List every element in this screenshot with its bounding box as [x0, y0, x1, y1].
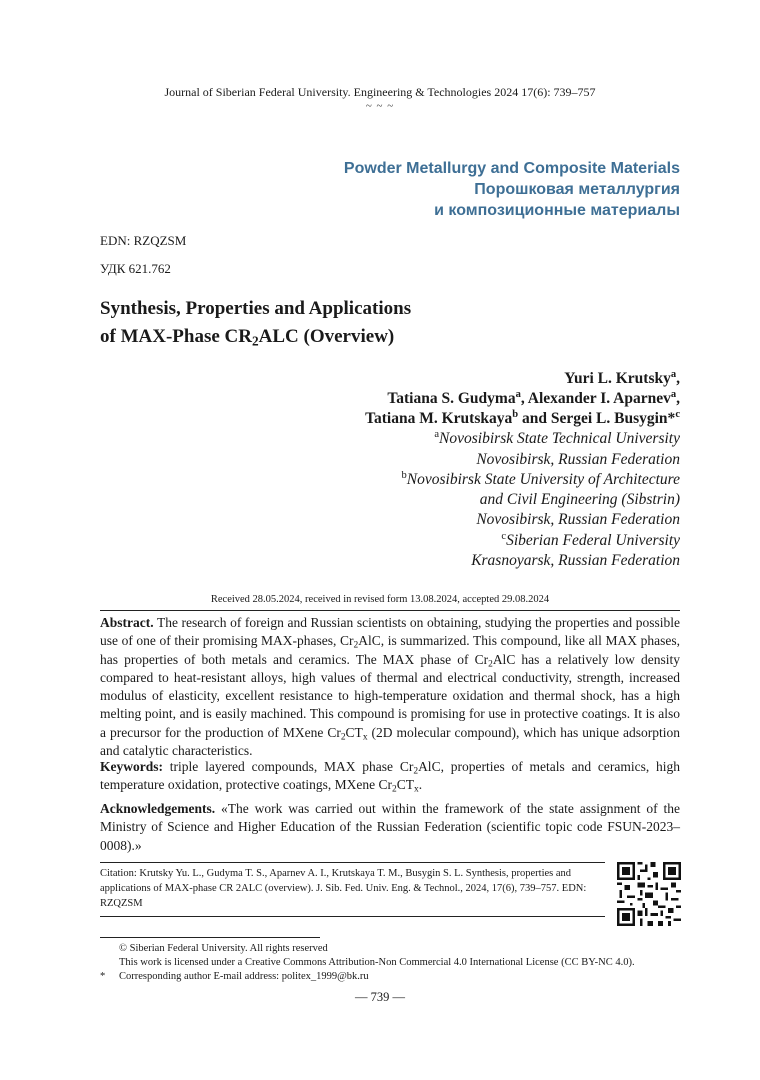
affiliation-text: Siberian Federal University	[506, 532, 680, 549]
title-subscript: 2	[251, 333, 259, 349]
page-number: — 739 —	[355, 990, 405, 1004]
author-name: Sergei L. Busygin*	[550, 410, 676, 427]
subscript: 2	[340, 732, 346, 743]
corresponding-author: Corresponding author E-mail address: politex_1999@bk.ru	[119, 971, 369, 982]
abstract-label: Abstract.	[100, 615, 154, 630]
qr-code-icon	[617, 862, 681, 926]
affil-mark: c	[501, 531, 507, 543]
received-dates: Received 28.05.2024, received in revised form 13.08.2024, accepted 29.08.2024	[210, 594, 550, 605]
affil-mark: a	[670, 389, 677, 401]
article-title-line2	[100, 326, 394, 348]
author-line3	[365, 410, 680, 428]
article-title-line1: Synthesis, Properties and Applications	[100, 298, 412, 319]
keywords-text: triple layered compounds, MAX phase Cr	[163, 759, 414, 774]
affiliation-b-city: Novosibirsk, Russian Federation	[476, 511, 680, 528]
author-name: Tatiana S. Gudyma	[387, 390, 516, 407]
subscript: 2	[488, 658, 493, 669]
abstract-text: AlC, is summarized. This compound, like all MAX phases, has properties of both metals and ceramics. The MAX phase of Cr	[100, 633, 680, 667]
acknowledgements-label: Acknowledgements.	[100, 801, 216, 816]
author-conjunction: and	[518, 410, 551, 427]
abstract	[100, 614, 680, 760]
acknowledgements	[100, 800, 680, 855]
copyright-notice: © Siberian Federal University. All rights reserved	[119, 943, 328, 954]
acknowledgements-text: «The work was carried out within the framework of the state assignment of the Ministry of Science and Higher Education of the Russian Federation (scientific topic code FSUN-2023–0008).»	[100, 801, 680, 853]
author-line1: Yuri L. Krutsky$^a$,	[564, 369, 680, 387]
affiliation-text: Novosibirsk State Technical University	[439, 430, 680, 447]
affiliation-a-name	[434, 430, 680, 448]
abstract-text: The research of foreign and Russian scientists on obtaining, studying the properties and possible use of one of their promising MAX-phases, Cr	[100, 615, 680, 649]
title-part: of MAX-Phase CR	[100, 326, 252, 347]
section-title-en: Powder Metallurgy and Composite Materials	[343, 160, 680, 177]
affiliation-c-city: Krasnoyarsk, Russian Federation	[471, 552, 680, 569]
affil-mark: a	[670, 369, 677, 381]
affiliation-text: Novosibirsk State University of Architecture	[406, 471, 680, 488]
affil-mark: c	[675, 409, 680, 421]
section-title-ru-line2: и композиционные материалы	[434, 202, 680, 219]
subscript: x	[362, 732, 368, 743]
title-part: ALC (Overview)	[258, 326, 395, 347]
keywords	[100, 758, 680, 795]
affiliation-b-name-cont: and Civil Engineering (Sibstrin)	[479, 491, 680, 508]
abstract-text: AlC has a relatively low density compared to heat-resistant alloys, high values of thermal and electrical conductivity, strength, increased modulus of elasticity, excellent resistance to high-temperature oxidation and thermal shock, has a high melting point, and is easily machined. This compound is promising for use in protective coatings. It is also a precursor for the production of MXene Cr	[100, 651, 681, 740]
affiliation-b-name	[402, 471, 680, 489]
udk-code: УДК 621.762	[100, 261, 171, 276]
affil-mark: b	[401, 470, 407, 482]
divider	[100, 862, 605, 863]
divider	[100, 610, 680, 611]
keywords-text: .	[418, 777, 423, 793]
author-name: Tatiana M. Krutskaya	[365, 410, 513, 427]
subscript: 2	[392, 784, 397, 795]
journal-header: Journal of Siberian Federal University. Engineering & Technologies 2024 17(6): 739–757	[164, 85, 596, 99]
abstract-text: CT	[345, 724, 363, 740]
subscript: 2	[353, 640, 359, 651]
citation: Citation: Krutsky Yu. L., Gudyma T. S., Aparnev A. I., Krutskaya T. M., Busygin S. L. Synthesis, properties and applications of MAX-phase CR 2ALC (overview). J. Sib. Fed. Univ. Eng. & Technol., 2024, 17(6), 739–757. EDN: RZQZSM	[100, 868, 587, 909]
affil-mark: a	[434, 429, 440, 441]
divider	[100, 916, 605, 917]
footnote-divider	[100, 937, 320, 938]
affiliation-a-city: Novosibirsk, Russian Federation	[476, 451, 680, 468]
author-line2: Tatiana S. Gudyma$^a$, Alexander I. Aparnev$^a$,	[387, 389, 680, 407]
affil-mark: b	[512, 409, 519, 421]
keywords-text: CT	[396, 777, 415, 793]
edn-code: EDN: RZQZSM	[100, 233, 187, 248]
header-ornament: ~ ~ ~	[365, 100, 395, 112]
author-name: Yuri L. Krutsky	[564, 370, 671, 387]
affil-mark: a	[515, 389, 521, 401]
keywords-text: AlC, properties of metals and ceramics, high temperature oxidation, protective coatings, MXene Cr	[100, 759, 681, 793]
affiliation-c-name	[501, 532, 680, 550]
subscript: 2	[413, 766, 419, 777]
abstract-text: (2D molecular compound), which has unique adsorption and catalytic characteristics.	[100, 724, 680, 759]
author-name: Alexander I. Aparnev	[527, 390, 671, 407]
section-title-ru-line1: Порошковая металлургия	[474, 181, 680, 198]
subscript: x	[414, 784, 419, 795]
keywords-label: Keywords:	[100, 759, 163, 774]
footnote-marker: *	[100, 971, 106, 982]
license-notice: This work is licensed under a Creative Commons Attribution-Non Commercial 4.0 International License (CC BY-NC 4.0).	[119, 957, 635, 968]
